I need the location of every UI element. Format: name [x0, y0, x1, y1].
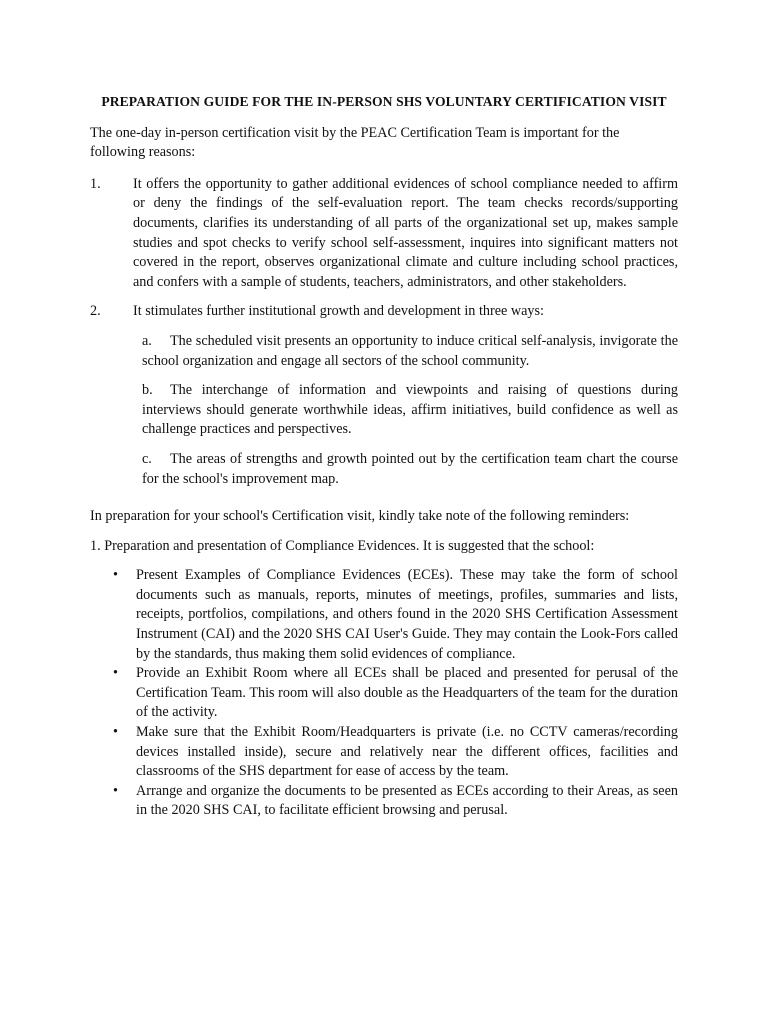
way-item-a — [142, 332, 678, 371]
reason-text: It stimulates further institutional growth and development in three ways: — [133, 303, 544, 320]
way-text: The scheduled visit presents an opportunity to induce critical self-analysis, invigorate the school organization and engage all sectors of the school community. — [142, 332, 678, 369]
way-text: The areas of strengths and growth pointed out by the certification team chart the course for the school's improvement map. — [142, 450, 678, 487]
list-item — [90, 664, 678, 723]
way-item-c — [142, 450, 678, 489]
bullet-text: Provide an Exhibit Room where all ECEs shall be placed and presented for perusal of the Certification Team. This room will also double as the Headquarters of the team for the duration of the activity. — [136, 665, 678, 721]
reason-text: It offers the opportunity to gather additional evidences of school compliance needed to affirm or deny the findings of the self-evaluation report. The team checks records/supporting documents, clarifies its understanding of all parts of the organizational set up, makes sample studies and spot checks to verify school self-assessment, inquires into significant matters not covered in the report, observes organizational climate and culture including school practices, and confers with a sample of students, teachers, administrators, and other stakeholders. — [133, 175, 678, 290]
page-title: PREPARATION GUIDE FOR THE IN-PERSON SHS VOLUNTARY CERTIFICATION VISIT — [101, 94, 667, 109]
reminder-paragraph: In preparation for your school's Certification visit, kindly take note of the following reminders: — [90, 508, 630, 525]
ways-list — [90, 332, 678, 489]
bullet-icon: • — [113, 665, 118, 682]
way-letter: a. — [142, 332, 152, 349]
bullet-text: Present Examples of Compliance Evidences (ECEs). These may take the form of school documents such as manuals, reports, minutes of meetings, profiles, summaries and lists, receipts, portfolios, compilations, and others found in the 2020 SHS Certification Assessment Instrument (CAI) and the 2020 SHS CAI User's Guide. They may contain the Look-Fors called by the standards, thus making them solid evidences of compliance. — [136, 567, 678, 662]
list-item — [90, 723, 678, 782]
document-page — [90, 92, 678, 821]
way-item-b — [142, 381, 678, 440]
bullet-icon: • — [113, 567, 118, 584]
section-heading: 1. Preparation and presentation of Compliance Evidences. It is suggested that the school: — [90, 537, 595, 554]
list-item — [90, 782, 678, 821]
evidence-bullet-list — [90, 566, 678, 821]
bullet-icon: • — [113, 724, 118, 741]
way-text: The interchange of information and viewpoints and raising of questions during interviews should generate worthwhile ideas, affirm initiatives, build confidence as well as challenge practices and perspectives. — [142, 382, 678, 438]
way-letter: c. — [142, 450, 152, 467]
bullet-icon: • — [113, 782, 118, 799]
way-letter: b. — [142, 382, 153, 399]
reason-item-2 — [90, 302, 678, 322]
reason-item-1 — [90, 175, 678, 293]
bullet-text: Make sure that the Exhibit Room/Headquarters is private (i.e. no CCTV cameras/recording devices installed inside), secure and relatively near the different offices, facilities and classrooms of the SHS department for ease of access by the team. — [136, 724, 678, 780]
reason-number: 2. — [90, 303, 101, 320]
bullet-text: Arrange and organize the documents to be presented as ECEs according to their Areas, as seen in the 2020 SHS CAI, to facilitate efficient browsing and perusal. — [136, 782, 678, 819]
reason-number: 1. — [90, 175, 101, 192]
list-item — [90, 566, 678, 664]
intro-paragraph: The one-day in-person certification visit by the PEAC Certification Team is important for the following reasons: — [90, 124, 620, 161]
